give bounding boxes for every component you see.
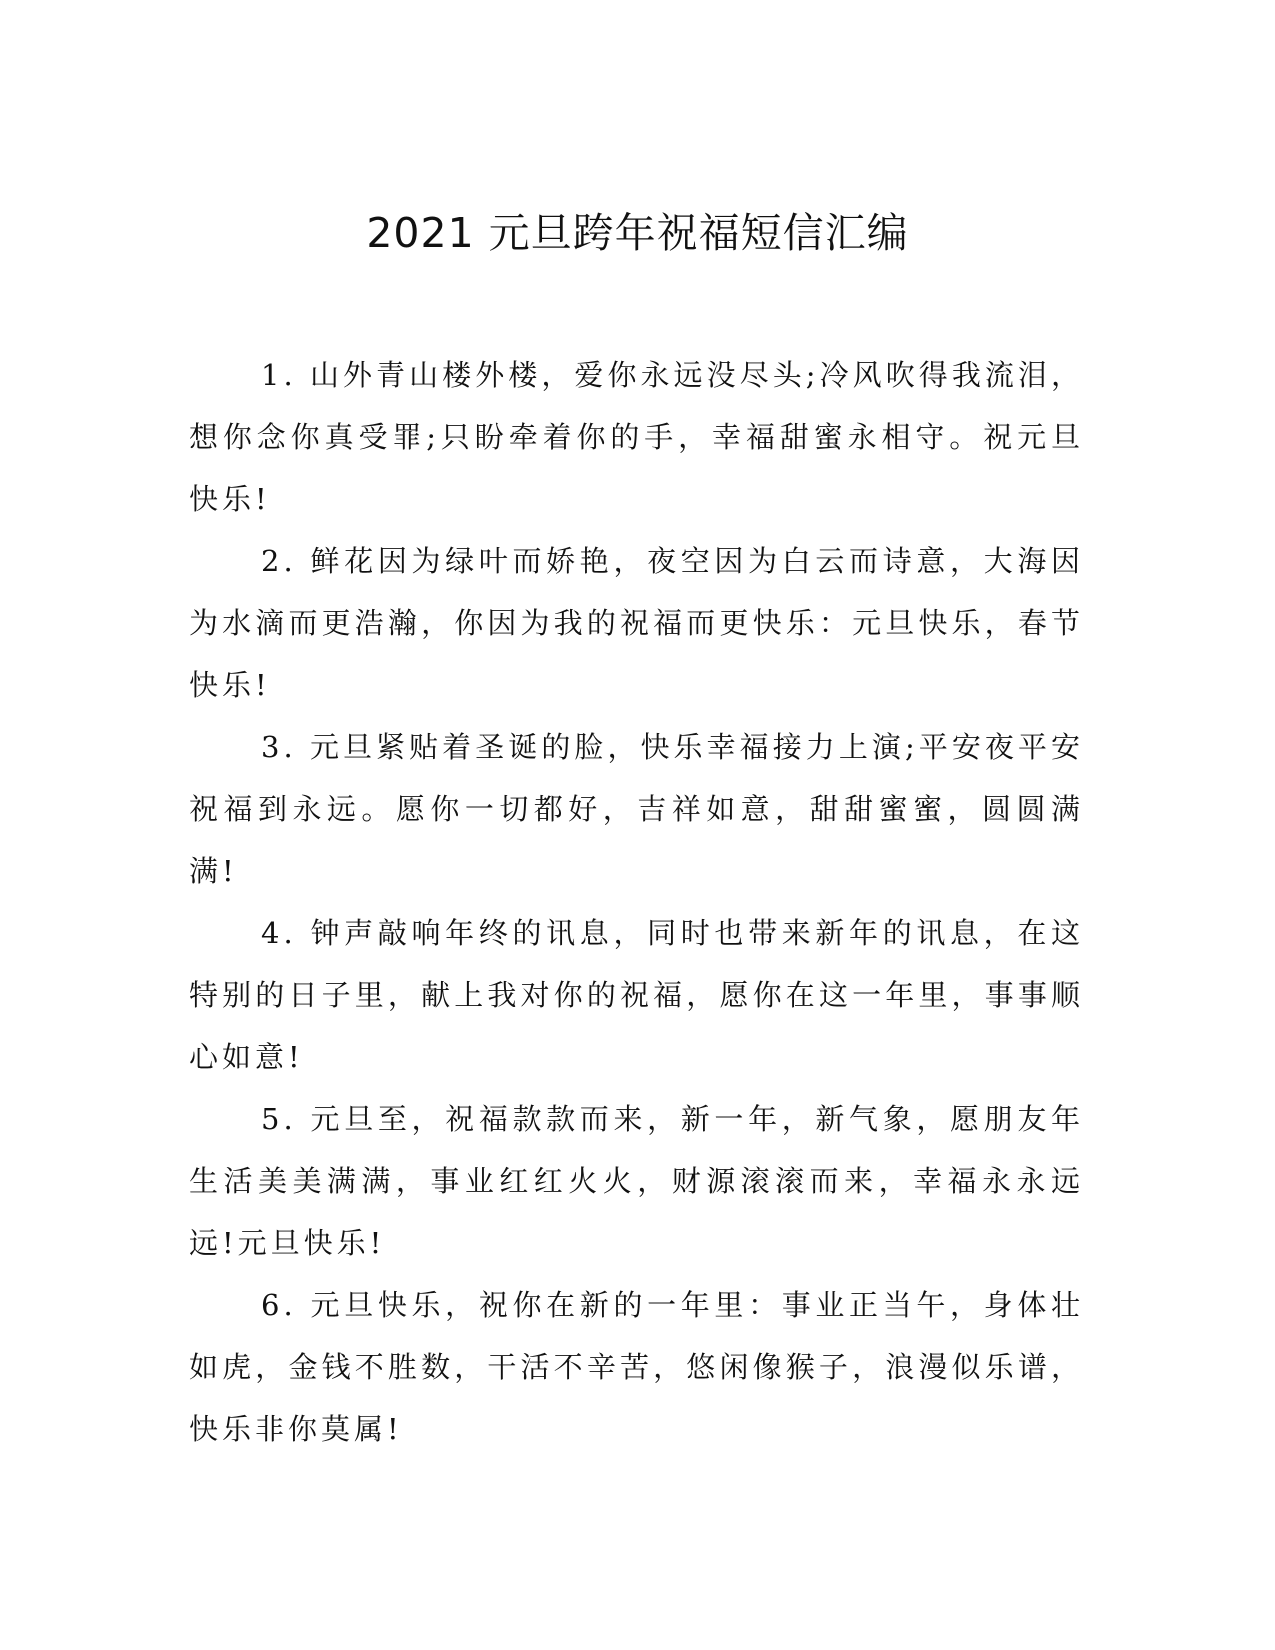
paragraph-3: 3. 元旦紧贴着圣诞的脸，快乐幸福接力上演;平安夜平安祝福到永远。愿你一切都好，吉祥如意，甜甜蜜蜜，圆圆满满! <box>189 730 1084 888</box>
paragraph-2: 2. 鲜花因为绿叶而娇艳，夜空因为白云而诗意，大海因为水滴而更浩瀚，你因为我的祝福而更快乐：元旦快乐，春节快乐! <box>189 544 1084 702</box>
document-body <box>189 344 1084 1460</box>
paragraph-5: 5. 元旦至，祝福款款而来，新一年，新气象，愿朋友年生活美美满满，事业红红火火，财源滚滚而来，幸福永永远远!元旦快乐! <box>189 1102 1084 1260</box>
document-title: 2021 元旦跨年祝福短信汇编 <box>366 209 909 257</box>
paragraph-1: 1. 山外青山楼外楼，爱你永远没尽头;冷风吹得我流泪，想你念你真受罪;只盼牵着你的手，幸福甜蜜永相守。祝元旦快乐! <box>189 358 1084 516</box>
paragraph-6: 6. 元旦快乐，祝你在新的一年里：事业正当午，身体壮如虎，金钱不胜数，干活不辛苦，悠闲像猴子，浪漫似乐谱，快乐非你莫属! <box>189 1288 1084 1446</box>
paragraph-4: 4. 钟声敲响年终的讯息，同时也带来新年的讯息，在这特别的日子里，献上我对你的祝福，愿你在这一年里，事事顺心如意! <box>189 916 1084 1074</box>
